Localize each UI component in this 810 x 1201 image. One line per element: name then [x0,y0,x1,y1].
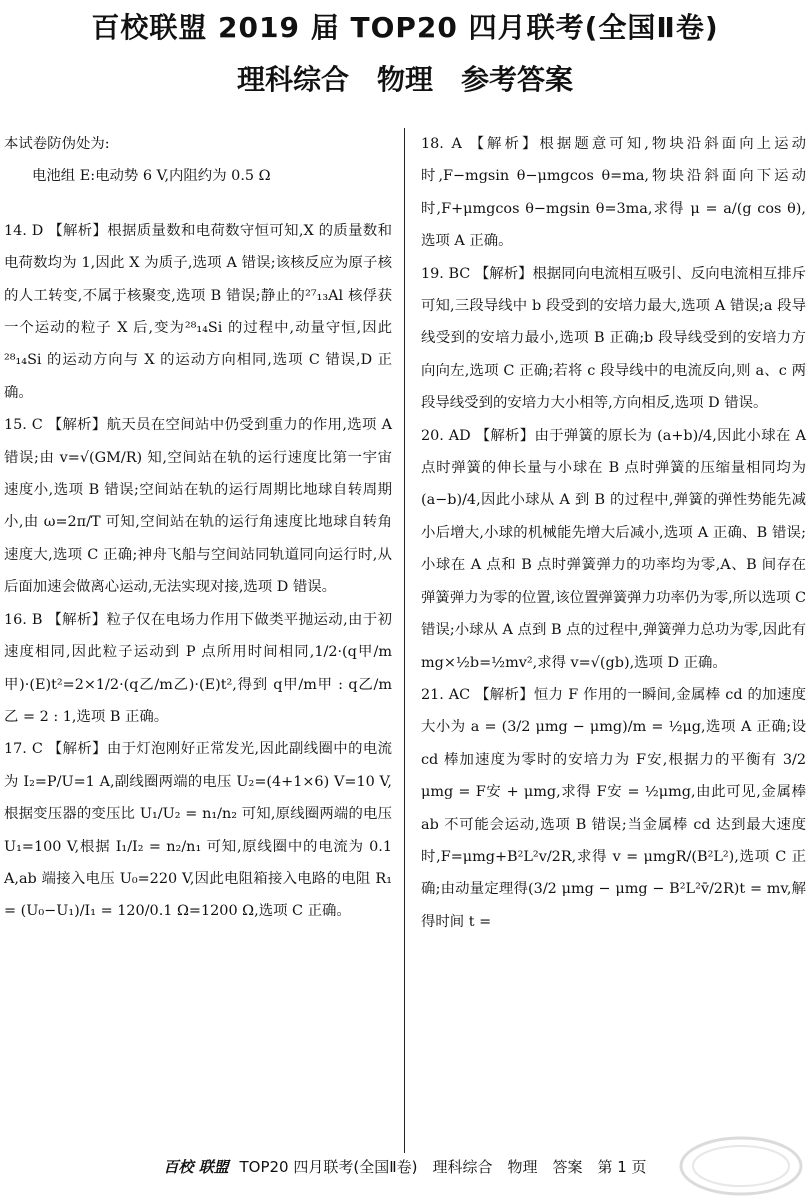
answer-14: 14. D 【解析】根据质量数和电荷数守恒可知,X 的质量数和电荷数均为 1,因此 X 为质子,选项 A 错误;该核反应为原子核的人工转变,不属于核聚变,选项 B 错误;静止的²⁷₁₃Al 核俘获一个运动的粒子 X 后,变为²⁸₁₄Si 的过程中,动量守恒,因此²⁸₁₄Si 的运动方向与 X 的运动方向相同,选项 C 错误,D 正确。 [4,222,392,401]
answer-21: 21. AC 【解析】恒力 F 作用的一瞬间,金属棒 cd 的加速度大小为 a = (3/2 μmg − μmg)/m = ½μg,选项 A 正确;设 cd 棒加速度为零时的安培力为 F安,根据力的平衡有 3/2 μmg = F安 + μmg,求得 F安 = ½μmg,由此可见,金属棒 ab 不可能会运动,选项 B 错误;当金属棒 cd 达到最大速度时,F=μmg+B²L²v/2R,求得 v = μmgR/(B²L²),选项 C 正确;由动量定理得(3/2 μmg − μmg − B²L²v̄/2R)t = mv,解得时间 t = [421,686,806,930]
watermark-stamp-icon [676,1133,806,1199]
left-column [4,128,392,928]
answer-20: 20. AD 【解析】由于弹簧的原长为 (a+b)/4,因此小球在 A 点时弹簧的伸长量与小球在 B 点时弹簧的压缩量相同均为 (a−b)/4,因此小球从 A 到 B 的过程中,弹簧的弹性势能先减小后增大,小球的机械能先增大后减小,选项 A 正确、B 错误;小球在 A 点和 B 点时弹簧弹力的功率均为零,A、B 间存在弹簧弹力为零的位置,该位置弹簧弹力功率仍为零,所以选项 C 错误;小球从 A 点到 B 点的过程中,弹簧弹力总功为零,因此有 mg×½b=½mv²,求得 v=√(gb),选项 D 正确。 [421,427,806,671]
column-divider [404,128,405,1153]
anti-counterfeit-label: 本试卷防伪处为: [4,136,110,152]
battery-spec: 电池组 E:电动势 6 V,内阻约为 0.5 Ω [32,168,271,185]
page-title: 百校联盟 2019 届 TOP20 四月联考(全国Ⅱ卷) [91,11,719,44]
right-column [421,128,806,938]
answer-17: 17. C 【解析】由于灯泡刚好正常发光,因此副线圈中的电流为 I₂=P/U=1 A,副线圈两端的电压 U₂=(4+1×6) V=10 V,根据变压器的变压比 U₁/U₂ = n₁/n₂ 可知,原线圈两端的电压 U₁=100 V,根据 I₁/I₂ = n₂/n₁ 可知,原线圈中的电流为 0.1 A,ab 端接入电压 U₀=220 V,因此电阻箱接入电路的电阻 R₁ = (U₀−U₁)/I₁ = 120/0.1 Ω=1200 Ω,选项 C 正确。 [4,741,392,920]
answer-16: 16. B 【解析】粒子仅在电场力作用下做类平抛运动,由于初速度相同,因此粒子运动到 P 点所用时间相同,1/2·(q甲/m甲)·(E)t²=2×1/2·(q乙/m乙)·(E)t²,得到 q甲/m甲 : q乙/m乙 = 2 : 1,选项 B 正确。 [4,611,392,725]
page-subtitle: 理科综合 物理 参考答案 [236,63,573,96]
answer-19: 19. BC 【解析】根据同向电流相互吸引、反向电流相互排斥可知,三段导线中 b 段受到的安培力最大,选项 A 错误;a 段导线受到的安培力最小,选项 B 正确;b 段导线受到的安培力方向向左,选项 C 正确;若将 c 段导线中的电流反向,则 a、c 两段导线受到的安培力大小相等,方向相反,选项 D 错误。 [421,265,806,412]
answer-18: 18. A 【解析】根据题意可知,物块沿斜面向上运动时,F−mgsin θ−μmgcos θ=ma,物块沿斜面向下运动时,F+μmgcos θ−mgsin θ=3ma,求得 μ = a/(g cos θ),选项 A 正确。 [421,136,806,250]
answer-15: 15. C 【解析】航天员在空间站中仍受到重力的作用,选项 A 错误;由 v=√(GM/R) 知,空间站在轨的运行速度比第一宇宙速度小,选项 B 错误;空间站在轨的运行周期比地球自转周期小,由 ω=2π/T 可知,空间站在轨的运行角速度比地球自转角速度大,选项 C 正确;神舟飞船与空间站同轨道同向运行时,从后面加速会做离心运动,无法实现对接,选项 D 错误。 [4,417,392,596]
footer-text: TOP20 四月联考(全国Ⅱ卷) 理科综合 物理 答案 第 1 页 [239,1158,647,1176]
footer-logo: 百校 联盟 [163,1158,229,1176]
